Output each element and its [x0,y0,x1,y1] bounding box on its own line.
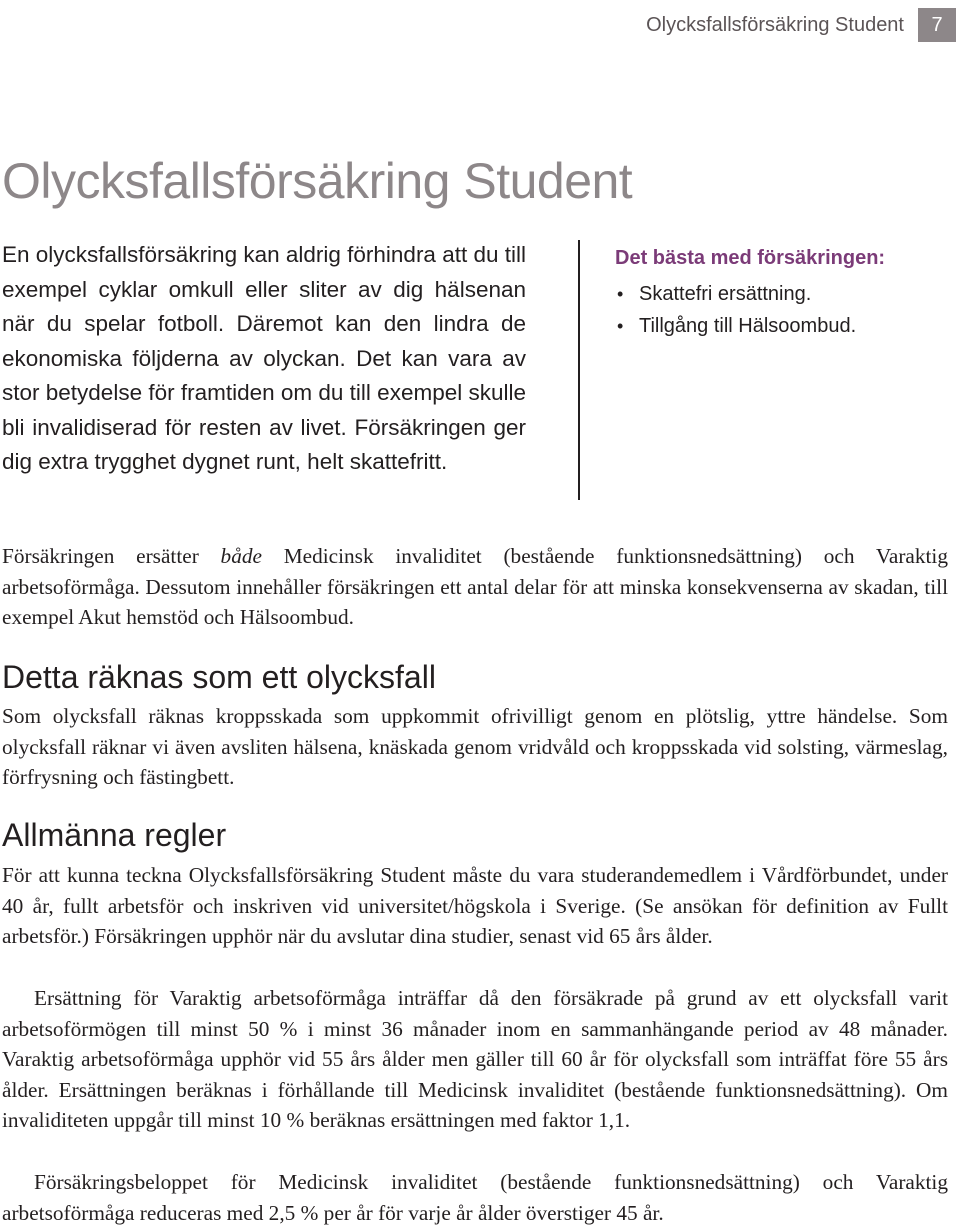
running-header [646,10,956,40]
intro-paragraph: En olycksfallsförsäkring kan aldrig förhindra att du till exempel cyklar omkull eller sliter av dig hälsenan när du spelar fotboll. Däremot kan den lindra de ekonomiska följderna av olyckan. Det kan vara av stor betydelse för framtiden om du till exempel skulle bli invalidiserad för resten av livet. Försäkringen ger dig extra trygghet dygnet runt, helt skattefritt. [2,242,526,474]
highlights-heading: Det bästa med försäkringen: [615,247,886,269]
highlights-item [615,310,955,342]
rules-paragraph: För att kunna teckna Olycksfallsförsäkring Student måste du vara studerandemedlem i Vårdförbundet, under 40 år, fullt arbetsför och inskriven vid universitet/högskola i Sverige. (Se ansökan för definition av Fullt arbetsför.) Försäkringen upphör när du avslutar dina studier, senast vid 65 års ålder. [2,863,948,948]
column-divider [578,240,580,500]
bullet-icon: • [617,284,624,304]
page-number-badge: 7 [918,8,956,42]
rules-paragraph: Ersättning för Varaktig arbetsoförmåga inträffar då den försäkrade på grund av ett olycksfall varit arbetsoförmögen till minst 50 % i minst 36 månader inom en sammanhängande period av 48 månader. Varaktig arbetsoförmåga upphör vid 55 års ålder men gäller till 60 år för olycksfall som inträffat före 55 års ålder. Ersättningen beräknas i förhållande till Medicinsk invaliditet (bestående funktionsnedsättning). Om invaliditeten uppgår till minst 10 % beräknas ersättningen med faktor 1,1. [2,986,948,1132]
rules-paragraph: Försäkringsbeloppet för Medicinsk invaliditet (bestående funktionsnedsättning) och Varaktig arbetsoförmåga reduceras med 2,5 % per år för varje år ålder överstiger 45 år. [2,1170,948,1225]
rules-heading: Allmänna regler [2,817,227,853]
bullet-icon: • [617,316,624,336]
accident-paragraph: Som olycksfall räknas kroppsskada som uppkommit ofrivilligt genom en plötslig, yttre händelse. Som olycksfall räknar vi även avsliten hälsena, knäskada genom vridvåld och kroppsskada vid solsting, värmeslag, förfrysning och fästingbett. [2,704,948,789]
coverage-paragraph [2,541,948,633]
highlights-item-label: Tillgång till Hälsoombud. [639,315,857,337]
page-title: Olycksfallsförsäkring Student [2,153,633,209]
highlights-list [615,278,955,342]
accident-heading: Detta räknas som ett olycksfall [2,659,436,695]
highlights-item [615,278,955,310]
coverage-emphasis: både [220,544,262,568]
highlights-item-label: Skattefri ersättning. [639,283,812,305]
highlights-box [615,244,955,342]
coverage-text-post: Medicinsk invaliditet (bestående funktionsnedsättning) och Varaktig arbetsoförmåga. Dessutom innehåller försäkringen ett antal delar för att minska konsekvenserna av skadan, till exempel Akut hemstöd och Hälsoombud. [2,544,948,629]
running-header-title: Olycksfallsförsäkring Student [646,13,904,36]
coverage-text-pre: Försäkringen ersätter [2,544,221,568]
